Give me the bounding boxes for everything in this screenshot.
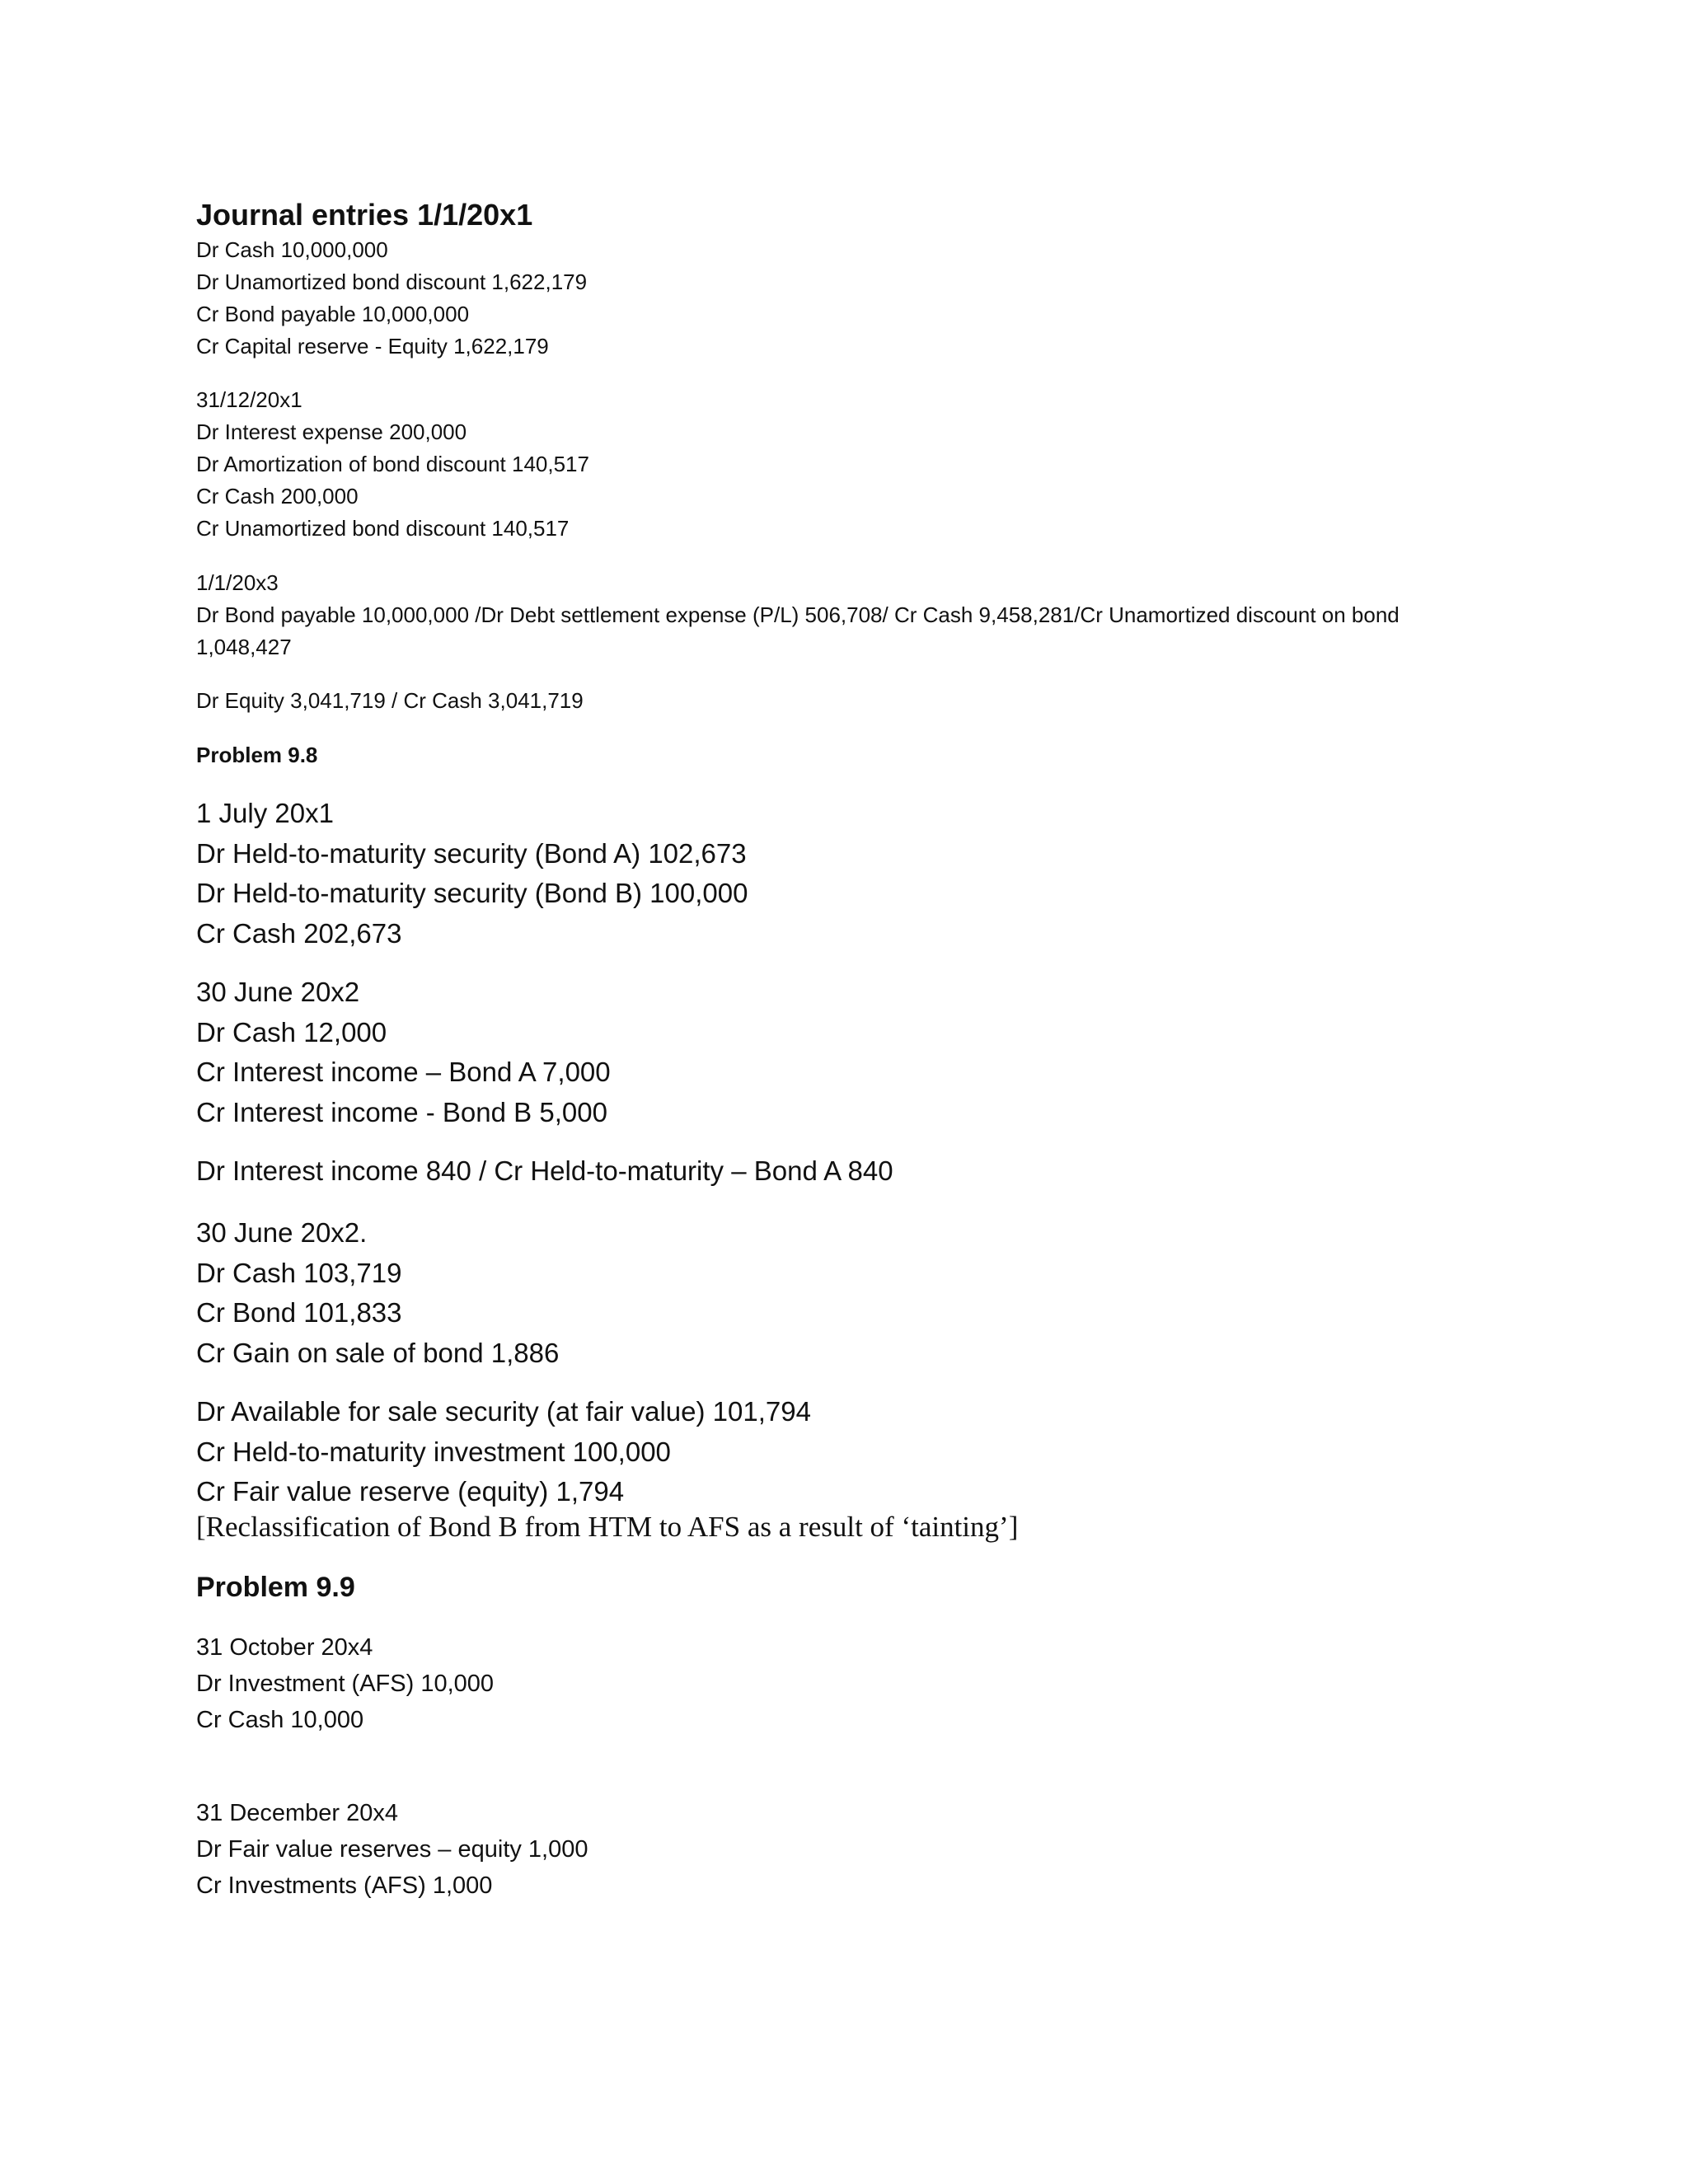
entry-line: Dr Interest expense 200,000 — [196, 419, 467, 444]
entry-line: Dr Cash 103,719 — [196, 1257, 402, 1288]
entry-line: Cr Investments (AFS) 1,000 — [196, 1872, 493, 1899]
problem-9-8-heading-block — [196, 740, 1515, 770]
journal-entry-3 — [196, 567, 1515, 663]
entry-line: Dr Cash 10,000,000 — [196, 237, 388, 262]
problem-heading: Problem 9.9 — [196, 1572, 355, 1603]
entry-date: 30 June 20x2. — [196, 1217, 368, 1248]
entry-line: 1,048,427 — [196, 635, 292, 659]
entry-date: 1/1/20x3 — [196, 570, 279, 595]
entry-line: Dr Available for sale security (at fair value) 101,794 — [196, 1396, 811, 1427]
entry-line: Cr Gain on sale of bond 1,886 — [196, 1337, 560, 1368]
entry-line: Dr Equity 3,041,719 / Cr Cash 3,041,719 — [196, 688, 584, 713]
journal-entry-4 — [196, 685, 1515, 717]
entry-line: Dr Held-to-maturity security (Bond B) 100,000 — [196, 878, 748, 908]
problem-9-8-entry-2 — [196, 972, 1515, 1132]
journal-entry-1 — [196, 234, 1515, 363]
entry-line: Dr Cash 12,000 — [196, 1016, 387, 1047]
problem-9-8-entry-5 — [196, 1392, 1515, 1512]
journal-heading: Journal entries 1/1/20x1 — [196, 198, 533, 232]
entry-date: 30 June 20x2 — [196, 977, 360, 1007]
problem-9-8-entry-1 — [196, 794, 1515, 954]
entry-line: Cr Capital reserve - Equity 1,622,179 — [196, 334, 549, 359]
entry-line: Dr Amortization of bond discount 140,517 — [196, 452, 589, 476]
entry-line: Cr Cash 10,000 — [196, 1707, 364, 1733]
problem-9-9-entry-2 — [196, 1795, 1515, 1904]
problem-9-8-entry-3 — [196, 1151, 1515, 1192]
entry-date: 31 December 20x4 — [196, 1800, 399, 1826]
entry-line: Dr Investment (AFS) 10,000 — [196, 1671, 495, 1697]
entry-line: Cr Interest income - Bond B 5,000 — [196, 1096, 607, 1127]
entry-line: Cr Held-to-maturity investment 100,000 — [196, 1436, 671, 1467]
problem-9-9-heading-block — [196, 1568, 1515, 1606]
entry-line: Cr Cash 200,000 — [196, 484, 359, 509]
entry-line: Dr Unamortized bond discount 1,622,179 — [196, 269, 588, 294]
entry-date: 31 October 20x4 — [196, 1634, 373, 1661]
entry-line: Cr Bond 101,833 — [196, 1297, 402, 1328]
entry-line: Dr Interest income 840 / Cr Held-to-maturity – Bond A 840 — [196, 1155, 893, 1186]
entry-line: Dr Held-to-maturity security (Bond A) 102,673 — [196, 837, 747, 869]
entry-date: 1 July 20x1 — [196, 798, 334, 828]
entry-line: Cr Interest income – Bond A 7,000 — [196, 1057, 611, 1087]
journal-entry-2 — [196, 384, 1515, 545]
journal-heading-block — [196, 195, 1515, 235]
problem-9-8-entry-4 — [196, 1213, 1515, 1373]
entry-line: Cr Fair value reserve (equity) 1,794 — [196, 1476, 625, 1507]
entry-line: Cr Cash 202,673 — [196, 917, 402, 949]
problem-9-9-entry-1 — [196, 1629, 1515, 1738]
entry-line: Cr Bond payable 10,000,000 — [196, 302, 470, 326]
reclassification-note: [Reclassification of Bond B from HTM to AFS as a result of ‘tainting’] — [196, 1511, 1019, 1543]
entry-date: 31/12/20x1 — [196, 387, 302, 412]
entry-line: Dr Bond payable 10,000,000 /Dr Debt settlement expense (P/L) 506,708/ Cr Cash 9,458,281/Cr Unamortized discount on bond — [196, 602, 1400, 627]
entry-line: Dr Fair value reserves – equity 1,000 — [196, 1836, 588, 1863]
problem-9-8-note — [196, 1507, 1515, 1547]
entry-line: Cr Unamortized bond discount 140,517 — [196, 516, 570, 541]
problem-heading: Problem 9.8 — [196, 743, 318, 767]
